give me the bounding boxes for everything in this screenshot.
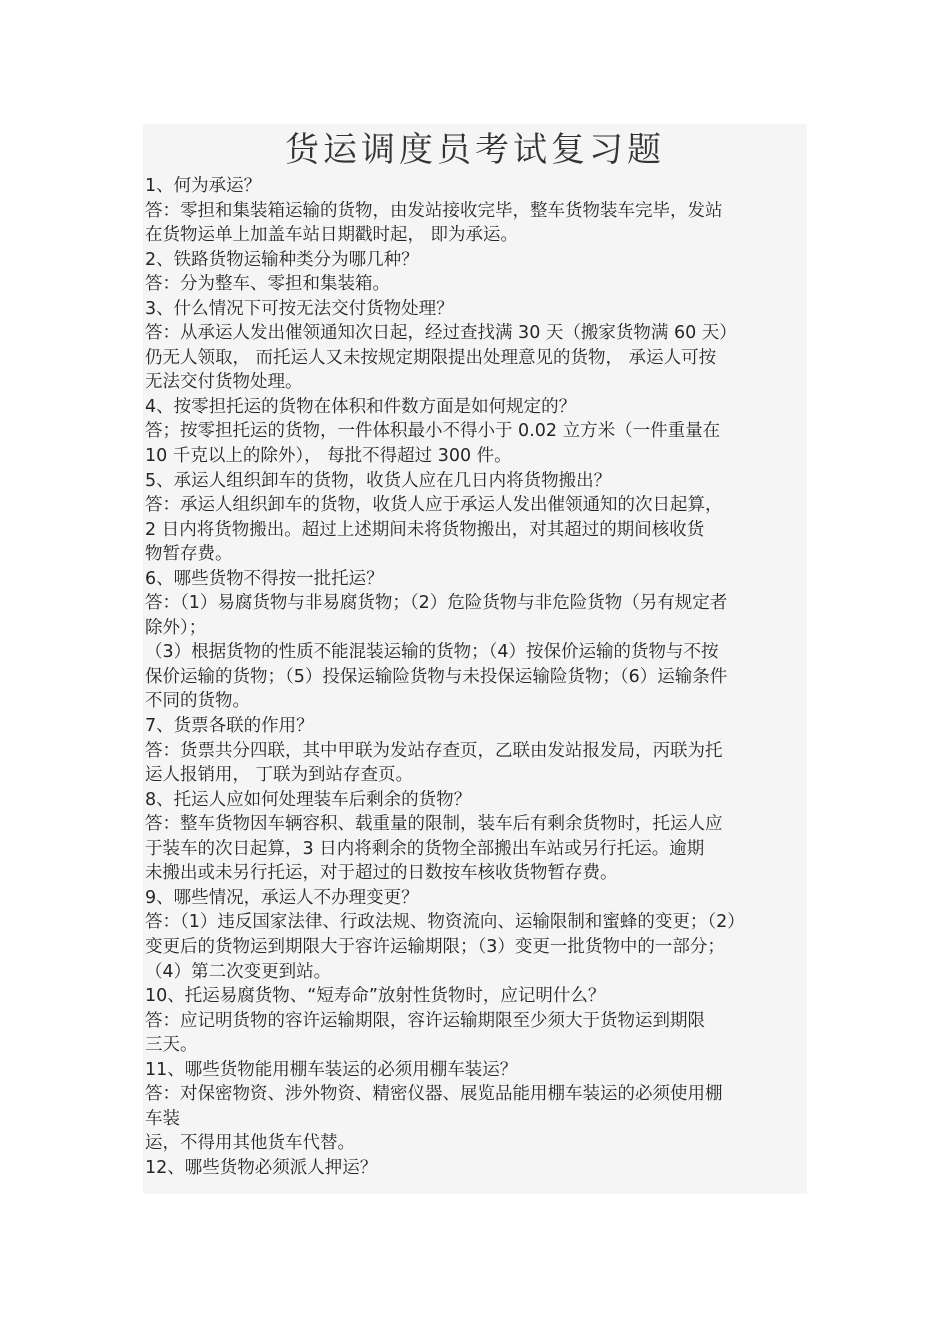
- text-line: 除外）；: [145, 617, 207, 638]
- text-line: 答：零担和集装箱运输的货物，由发站接收完毕，整车货物装车完毕，发站: [145, 200, 723, 221]
- text-line: 三天。: [145, 1035, 198, 1056]
- text-line: 10、托运易腐货物、“短寿命”放射性货物时，应记明什么？: [145, 986, 606, 1007]
- document-body: [145, 174, 815, 1180]
- text-line: 2、铁路货物运输种类分为哪几种？: [145, 249, 419, 270]
- text-line: （3）根据货物的性质不能混装运输的货物；（4）按保价运输的货物与不按: [145, 642, 719, 663]
- text-line: 仍无人领取， 而托运人又未按规定期限提出处理意见的货物， 承运人可按: [145, 347, 717, 368]
- text-line: 车装: [145, 1108, 180, 1129]
- text-line: 答：（1）违反国家法律、行政法规、物资流向、运输限制和蜜蜂的变更；（2）: [145, 912, 745, 933]
- text-line: 运人报销用， 丁联为到站存查页。: [145, 765, 414, 786]
- text-line: 答：对保密物资、涉外物资、精密仪器、展览品能用棚车装运的必须使用棚: [145, 1084, 723, 1105]
- text-line: 5、承运人组织卸车的货物，收货人应在几日内将货物搬出？: [145, 470, 612, 491]
- text-line: 答：从承运人发出催领通知次日起，经过查找满 30 天（搬家货物满 60 天）: [145, 323, 737, 344]
- text-line: 答：整车货物因车辆容积、载重量的限制，装车后有剩余货物时，托运人应: [145, 814, 723, 835]
- text-line: 答：分为整车、零担和集装箱。: [145, 274, 390, 295]
- text-line: 1、何为承运？: [145, 176, 262, 196]
- text-line: 答：承运人组织卸车的货物，收货人应于承运人发出催领通知的次日起算，: [145, 495, 723, 516]
- text-line: （4）第二次变更到站。: [145, 961, 332, 982]
- text-line: 11、哪些货物能用棚车装运的必须用棚车装运？: [145, 1059, 518, 1080]
- document-title: 货运调度员考试复习题: [285, 130, 665, 170]
- text-line: 9、哪些情况，承运人不办理变更？: [145, 887, 419, 908]
- text-line: 运，不得用其他货车代替。: [145, 1133, 355, 1154]
- text-line: 物暂存费。: [145, 544, 233, 565]
- text-line: 8、托运人应如何处理装车后剩余的货物？: [145, 789, 472, 810]
- text-line: 无法交付货物处理。: [145, 372, 303, 393]
- text-line: 答：（1）易腐货物与非易腐货物；（2）危险货物与非危险货物（另有规定者: [145, 593, 728, 614]
- text-line: 答：货票共分四联，其中甲联为发站存查页，乙联由发站报发局，丙联为托: [145, 740, 723, 761]
- text-line: 10 千克以上的除外）， 每批不得超过 300 件。: [145, 446, 512, 467]
- text-line: 答；按零担托运的货物，一件体积最小不得小于 0.02 立方米（一件重量在: [145, 421, 721, 442]
- text-line: 6、哪些货物不得按一批托运？: [145, 568, 384, 589]
- text-line: 3、什么情况下可按无法交付货物处理？: [145, 298, 454, 319]
- text-line: 不同的货物。: [145, 691, 250, 712]
- text-line: 保价运输的货物；（5）投保运输险货物与未投保运输险货物；（6）运输条件: [145, 666, 728, 687]
- text-line: 4、按零担托运的货物在体积和件数方面是如何规定的？: [145, 396, 577, 417]
- text-line: 12、哪些货物必须派人押运？: [145, 1157, 378, 1178]
- text-line: 在货物运单上加盖车站日期戳时起， 即为承运。: [145, 225, 519, 246]
- text-line: 7、货票各联的作用？: [145, 716, 314, 737]
- text-line: 变更后的货物运到期限大于容许运输期限；（3）变更一批货物中的一部分；: [145, 936, 725, 957]
- text-line: 答：应记明货物的容许运输期限，容许运输期限至少须大于货物运到期限: [145, 1010, 705, 1031]
- text-line: 2 日内将货物搬出。超过上述期间未将货物搬出，对其超过的期间核收货: [145, 519, 705, 540]
- text-line: 于装车的次日起算，3 日内将剩余的货物全部搬出车站或另行托运。逾期: [145, 838, 705, 859]
- text-line: 未搬出或未另行托运，对于超过的日数按车核收货物暂存费。: [145, 863, 618, 884]
